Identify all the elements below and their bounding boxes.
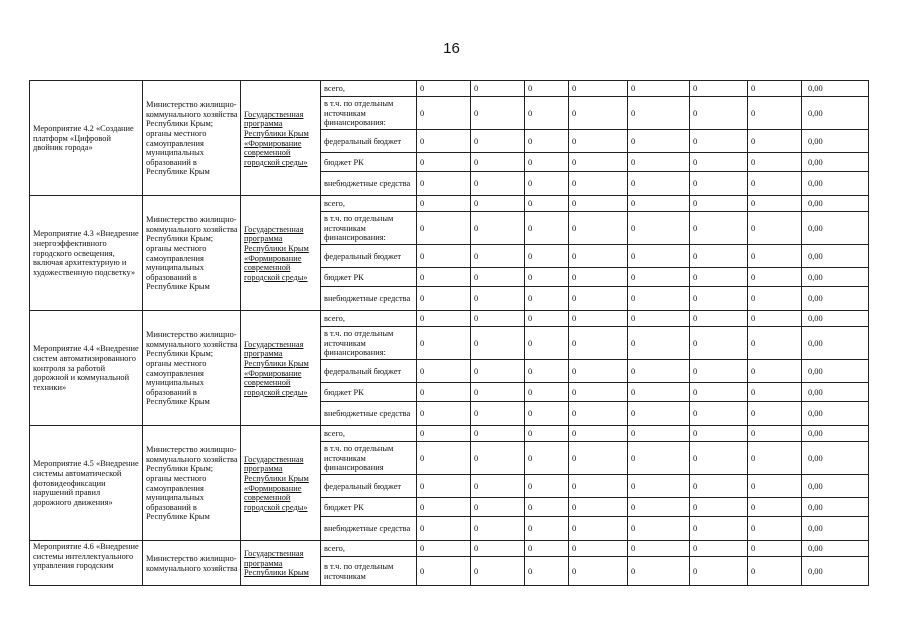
amount-cell: 0,00 — [802, 268, 869, 287]
funding-source: в т.ч. по отдельным источникам финансирования: — [321, 97, 417, 130]
financing-table — [29, 80, 869, 586]
program-cell: Государственная программа Республики Крым «Формирование современной городской среды» — [241, 426, 321, 541]
amount-cell: 0 — [569, 97, 628, 130]
amount-cell: 0 — [569, 541, 628, 557]
program-cell: Государственная программа Республики Крым «Формирование современной городской среды» — [241, 81, 321, 196]
executor-cell: Министерство жилищно-коммунального хозяйства Республики Крым; органы местного самоуправления муниципальных образований в Республике Крым — [143, 196, 241, 311]
amount-cell: 0 — [525, 97, 569, 130]
amount-cell: 0 — [628, 475, 690, 498]
amount-cell: 0 — [748, 212, 802, 245]
amount-cell: 0 — [417, 268, 471, 287]
amount-cell: 0 — [690, 287, 748, 311]
amount-cell: 0 — [748, 426, 802, 442]
measure-title: Мероприятие 4.4 «Внедрение систем автоматизированного контроля за работой дорожной и коммунальной техники» — [30, 311, 143, 426]
amount-cell: 0 — [748, 442, 802, 475]
amount-cell: 0 — [690, 498, 748, 517]
amount-cell: 0,00 — [802, 383, 869, 402]
amount-cell: 0 — [525, 268, 569, 287]
amount-cell: 0,00 — [802, 327, 869, 360]
amount-cell: 0 — [628, 212, 690, 245]
amount-cell: 0 — [471, 402, 525, 426]
amount-cell: 0 — [748, 196, 802, 212]
amount-cell: 0,00 — [802, 97, 869, 130]
funding-source: бюджет РК — [321, 268, 417, 287]
funding-source: в т.ч. по отдельным источникам финансирования — [321, 442, 417, 475]
amount-cell: 0 — [417, 212, 471, 245]
amount-cell: 0 — [690, 268, 748, 287]
amount-cell: 0 — [690, 442, 748, 475]
amount-cell: 0 — [569, 426, 628, 442]
amount-cell: 0 — [690, 327, 748, 360]
amount-cell: 0,00 — [802, 541, 869, 557]
amount-cell: 0 — [525, 426, 569, 442]
amount-cell: 0 — [417, 498, 471, 517]
amount-cell: 0 — [748, 360, 802, 383]
amount-cell: 0 — [417, 311, 471, 327]
amount-cell: 0 — [525, 196, 569, 212]
amount-cell: 0 — [525, 475, 569, 498]
amount-cell: 0 — [569, 245, 628, 268]
amount-cell: 0 — [748, 97, 802, 130]
amount-cell: 0 — [471, 268, 525, 287]
amount-cell: 0 — [690, 541, 748, 557]
amount-cell: 0 — [748, 517, 802, 541]
amount-cell: 0 — [628, 517, 690, 541]
amount-cell: 0 — [628, 245, 690, 268]
program-cell: Государственная программа Республики Крым — [241, 541, 321, 586]
amount-cell: 0 — [690, 81, 748, 97]
amount-cell: 0 — [690, 130, 748, 153]
amount-cell: 0 — [525, 557, 569, 586]
amount-cell: 0 — [690, 311, 748, 327]
amount-cell: 0 — [471, 81, 525, 97]
amount-cell: 0 — [748, 498, 802, 517]
amount-cell: 0 — [569, 172, 628, 196]
amount-cell: 0 — [569, 402, 628, 426]
funding-source: федеральный бюджет — [321, 360, 417, 383]
amount-cell: 0 — [569, 498, 628, 517]
amount-cell: 0 — [417, 327, 471, 360]
amount-cell: 0 — [525, 311, 569, 327]
amount-cell: 0 — [569, 268, 628, 287]
amount-cell: 0,00 — [802, 475, 869, 498]
table-row — [30, 541, 869, 557]
amount-cell: 0 — [748, 130, 802, 153]
amount-cell: 0 — [690, 245, 748, 268]
amount-cell: 0 — [569, 557, 628, 586]
amount-cell: 0 — [690, 557, 748, 586]
amount-cell: 0 — [628, 402, 690, 426]
amount-cell: 0 — [471, 557, 525, 586]
amount-cell: 0 — [628, 311, 690, 327]
funding-source: внебюджетные средства — [321, 402, 417, 426]
amount-cell: 0 — [628, 130, 690, 153]
amount-cell: 0 — [417, 287, 471, 311]
amount-cell: 0 — [690, 402, 748, 426]
amount-cell: 0 — [525, 245, 569, 268]
amount-cell: 0 — [569, 442, 628, 475]
amount-cell: 0 — [525, 153, 569, 172]
amount-cell: 0 — [690, 475, 748, 498]
amount-cell: 0 — [525, 212, 569, 245]
amount-cell: 0 — [569, 517, 628, 541]
amount-cell: 0 — [628, 557, 690, 586]
amount-cell: 0 — [748, 475, 802, 498]
amount-cell: 0 — [628, 383, 690, 402]
amount-cell: 0 — [417, 442, 471, 475]
amount-cell: 0 — [417, 517, 471, 541]
amount-cell: 0 — [628, 426, 690, 442]
amount-cell: 0 — [628, 97, 690, 130]
executor-cell: Министерство жилищно-коммунального хозяйства Республики Крым; органы местного самоуправления муниципальных образований в Республике Крым — [143, 426, 241, 541]
amount-cell: 0 — [471, 153, 525, 172]
funding-source: в т.ч. по отдельным источникам — [321, 557, 417, 586]
amount-cell: 0 — [569, 81, 628, 97]
amount-cell: 0 — [748, 287, 802, 311]
funding-source: бюджет РК — [321, 383, 417, 402]
amount-cell: 0,00 — [802, 426, 869, 442]
amount-cell: 0 — [628, 541, 690, 557]
funding-source: федеральный бюджет — [321, 475, 417, 498]
amount-cell: 0 — [471, 517, 525, 541]
amount-cell: 0 — [417, 383, 471, 402]
amount-cell: 0 — [628, 360, 690, 383]
amount-cell: 0,00 — [802, 153, 869, 172]
amount-cell: 0 — [748, 153, 802, 172]
amount-cell: 0 — [628, 172, 690, 196]
amount-cell: 0 — [525, 541, 569, 557]
funding-source: всего, — [321, 196, 417, 212]
amount-cell: 0,00 — [802, 130, 869, 153]
amount-cell: 0 — [690, 97, 748, 130]
amount-cell: 0 — [525, 130, 569, 153]
executor-cell: Министерство жилищно-коммунального хозяйства — [143, 541, 241, 586]
amount-cell: 0 — [471, 97, 525, 130]
amount-cell: 0 — [471, 383, 525, 402]
amount-cell: 0 — [471, 311, 525, 327]
amount-cell: 0 — [748, 541, 802, 557]
amount-cell: 0 — [569, 196, 628, 212]
amount-cell: 0 — [471, 360, 525, 383]
amount-cell: 0 — [417, 557, 471, 586]
amount-cell: 0 — [748, 557, 802, 586]
amount-cell: 0 — [748, 172, 802, 196]
amount-cell: 0 — [569, 383, 628, 402]
amount-cell: 0 — [569, 360, 628, 383]
amount-cell: 0 — [690, 212, 748, 245]
amount-cell: 0 — [525, 81, 569, 97]
funding-source: внебюджетные средства — [321, 287, 417, 311]
amount-cell: 0 — [628, 327, 690, 360]
program-cell: Государственная программа Республики Крым «Формирование современной городской среды» — [241, 196, 321, 311]
amount-cell: 0 — [748, 402, 802, 426]
amount-cell: 0 — [471, 541, 525, 557]
funding-source: внебюджетные средства — [321, 172, 417, 196]
amount-cell: 0 — [417, 402, 471, 426]
amount-cell: 0 — [628, 196, 690, 212]
amount-cell: 0,00 — [802, 442, 869, 475]
amount-cell: 0 — [525, 327, 569, 360]
amount-cell: 0 — [628, 498, 690, 517]
funding-source: федеральный бюджет — [321, 245, 417, 268]
amount-cell: 0 — [569, 212, 628, 245]
amount-cell: 0,00 — [802, 517, 869, 541]
amount-cell: 0 — [417, 172, 471, 196]
amount-cell: 0 — [471, 475, 525, 498]
amount-cell: 0,00 — [802, 212, 869, 245]
amount-cell: 0 — [569, 311, 628, 327]
amount-cell: 0 — [569, 475, 628, 498]
amount-cell: 0 — [525, 383, 569, 402]
amount-cell: 0 — [525, 517, 569, 541]
amount-cell: 0 — [748, 268, 802, 287]
amount-cell: 0 — [690, 196, 748, 212]
amount-cell: 0,00 — [802, 245, 869, 268]
funding-source: бюджет РК — [321, 153, 417, 172]
amount-cell: 0,00 — [802, 287, 869, 311]
funding-source: федеральный бюджет — [321, 130, 417, 153]
amount-cell: 0 — [748, 311, 802, 327]
table-row — [30, 426, 869, 442]
amount-cell: 0 — [690, 172, 748, 196]
table-row — [30, 196, 869, 212]
funding-source: всего, — [321, 81, 417, 97]
amount-cell: 0 — [471, 287, 525, 311]
amount-cell: 0 — [471, 172, 525, 196]
amount-cell: 0 — [417, 541, 471, 557]
amount-cell: 0 — [525, 172, 569, 196]
amount-cell: 0 — [690, 426, 748, 442]
amount-cell: 0 — [417, 81, 471, 97]
amount-cell: 0 — [417, 245, 471, 268]
amount-cell: 0 — [748, 327, 802, 360]
executor-cell: Министерство жилищно-коммунального хозяйства Республики Крым; органы местного самоуправления муниципальных образований в Республике Крым — [143, 81, 241, 196]
amount-cell: 0 — [525, 360, 569, 383]
page-number: 16 — [443, 40, 460, 57]
amount-cell: 0 — [471, 245, 525, 268]
amount-cell: 0 — [417, 475, 471, 498]
funding-source: в т.ч. по отдельным источникам финансирования: — [321, 327, 417, 360]
amount-cell: 0 — [417, 130, 471, 153]
amount-cell: 0,00 — [802, 557, 869, 586]
amount-cell: 0 — [628, 153, 690, 172]
amount-cell: 0 — [471, 130, 525, 153]
amount-cell: 0 — [748, 81, 802, 97]
amount-cell: 0 — [628, 442, 690, 475]
amount-cell: 0 — [628, 287, 690, 311]
amount-cell: 0 — [417, 153, 471, 172]
funding-source: в т.ч. по отдельным источникам финансирования: — [321, 212, 417, 245]
amount-cell: 0 — [471, 327, 525, 360]
amount-cell: 0 — [417, 360, 471, 383]
funding-source: внебюджетные средства — [321, 517, 417, 541]
amount-cell: 0 — [417, 196, 471, 212]
amount-cell: 0,00 — [802, 402, 869, 426]
amount-cell: 0 — [471, 426, 525, 442]
amount-cell: 0 — [748, 245, 802, 268]
amount-cell: 0 — [471, 212, 525, 245]
amount-cell: 0 — [417, 97, 471, 130]
funding-source: всего, — [321, 311, 417, 327]
amount-cell: 0 — [569, 130, 628, 153]
amount-cell: 0 — [525, 442, 569, 475]
amount-cell: 0 — [525, 287, 569, 311]
amount-cell: 0 — [748, 383, 802, 402]
amount-cell: 0 — [628, 268, 690, 287]
amount-cell: 0 — [569, 287, 628, 311]
amount-cell: 0,00 — [802, 360, 869, 383]
program-cell: Государственная программа Республики Крым «Формирование современной городской среды» — [241, 311, 321, 426]
amount-cell: 0,00 — [802, 498, 869, 517]
amount-cell: 0 — [690, 360, 748, 383]
amount-cell: 0,00 — [802, 311, 869, 327]
measure-title: Мероприятие 4.6 «Внедрение системы интеллектуального управления городским — [30, 541, 143, 586]
amount-cell: 0 — [690, 383, 748, 402]
amount-cell: 0 — [471, 442, 525, 475]
amount-cell: 0 — [471, 498, 525, 517]
funding-source: бюджет РК — [321, 498, 417, 517]
amount-cell: 0 — [525, 498, 569, 517]
amount-cell: 0,00 — [802, 196, 869, 212]
amount-cell: 0 — [690, 517, 748, 541]
amount-cell: 0 — [690, 153, 748, 172]
measure-title: Мероприятие 4.3 «Внедрение энергоэффективного городского освещения, включая архитектурную и художественную подсветку» — [30, 196, 143, 311]
amount-cell: 0,00 — [802, 172, 869, 196]
table-row — [30, 311, 869, 327]
measure-title: Мероприятие 4.2 «Создание платформ «Цифровой двойник города» — [30, 81, 143, 196]
amount-cell: 0 — [569, 327, 628, 360]
executor-cell: Министерство жилищно-коммунального хозяйства Республики Крым; органы местного самоуправления муниципальных образований в Республике Крым — [143, 311, 241, 426]
measure-title: Мероприятие 4.5 «Внедрение системы автоматической фотовидеофиксации нарушений правил дорожного движения» — [30, 426, 143, 541]
table-row — [30, 81, 869, 97]
amount-cell: 0,00 — [802, 81, 869, 97]
amount-cell: 0 — [525, 402, 569, 426]
funding-source: всего, — [321, 541, 417, 557]
amount-cell: 0 — [417, 426, 471, 442]
amount-cell: 0 — [628, 81, 690, 97]
funding-source: всего, — [321, 426, 417, 442]
amount-cell: 0 — [569, 153, 628, 172]
amount-cell: 0 — [471, 196, 525, 212]
